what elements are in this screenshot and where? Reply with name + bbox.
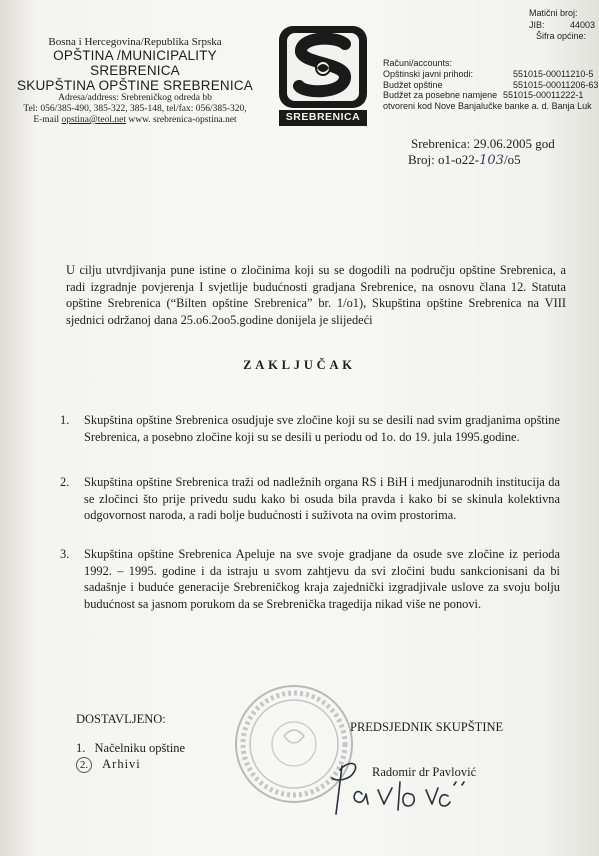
document-title: ZAKLJUČAK	[243, 358, 356, 372]
delivered-item	[76, 757, 141, 773]
jib-value: 44003	[570, 20, 596, 30]
document-number	[408, 152, 521, 168]
city-line: SREBRENICA	[90, 63, 180, 78]
item-text: Skupština opštine Srebrenica Apeluje na sve svoje gradjane da osude sve zločine iz perioda 1992. – 1995. godine i da istraju u svom zahtjevu da svi zločini budu sankcionisani da bi sadašnje i buduće generacije Srebreničkog kraja zajednički izgradjivale uslove za svoju bolju budućnost sa jasnom porukom da se Srebrenička tragedija nikad više ne ponovi.	[84, 547, 560, 612]
list-item	[60, 412, 560, 464]
bank-line: otvoreni kod Nove Banjalučke banke a. d. Banja Luk	[383, 101, 592, 112]
delivered-item	[76, 741, 185, 756]
item-number: 1.	[76, 741, 86, 755]
item-text: Skupština opštine Srebrenica traži od nadležnih organa RS i BiH i medjunarodnih institucija da se zločinci što prije privedu sudu kako bi osuda bila pravda i kako bi se skinula kolektivna odgovornost naroda, a radi bolje budućnosti i suživota na ovim prostorima.	[84, 475, 560, 523]
item-text: Skupština opštine Srebrenica osudjuje sve zločine koji su se desili nad svim gradjanima opštine Srebrenica, a posebno zločine koji su se desili u periodu od 1o. do 19. jula 1995.godine.	[84, 413, 560, 444]
list-item	[60, 546, 560, 616]
handwritten-number: 103	[479, 153, 504, 168]
list-item	[60, 474, 560, 544]
email-line	[0, 115, 270, 126]
bank-accounts	[383, 58, 599, 112]
account-label: Opštinski javni prihodi:	[383, 68, 474, 79]
item-text: Načelniku opštine	[94, 741, 186, 755]
address-line: Adresa/address: Srebreničkog odreda bb	[58, 93, 212, 103]
municipality-code-label: Šifra općine:	[536, 31, 587, 41]
municipality-line: OPŠTINA /MUNICIPALITY	[53, 48, 217, 63]
account-row	[383, 80, 599, 91]
handwritten-signature	[318, 752, 478, 822]
account-row	[383, 69, 599, 80]
account-label: Budžet opštine	[383, 79, 443, 90]
signatory-name: Radomir dr Pavlović	[372, 765, 477, 779]
registry-number-label: Matični broj:	[529, 8, 578, 18]
number-prefix: Broj: o1-o22-	[408, 152, 480, 167]
email-label: E-mail	[33, 115, 60, 125]
item-number: 2.	[60, 475, 70, 489]
accounts-label: Računi/accounts:	[383, 58, 453, 68]
delivered-label: DOSTAVLJENO:	[76, 712, 166, 726]
intro-paragraph: U cilju utvrdjivanja pune istine o zločinima koji su se dogodili na području opštine Srebrenica, a radi izgradnje povjerenja I svjetlije budućnosti gradjana Srebrenice, na osnovu člana 12. Statuta opštine Srebrenica (“Bilten opštine Srebrenica” br. 1/o1), Skupština opštine Srebrenica na VIII sjednici održanoj dana 25.o6.2oo5.godine donijela je slijedeći	[66, 263, 566, 327]
account-number: 551015-00011210-5	[513, 68, 594, 79]
document-date: Srebrenica: 29.06.2005 god	[411, 136, 555, 151]
jib-label: JIB:	[529, 20, 545, 30]
item-number: 1.	[60, 413, 70, 427]
phone-line: Tel: 056/385-490, 385-322, 385-148, tel/fax: 056/385-320,	[23, 104, 247, 114]
item-text: Arhivi	[102, 757, 141, 771]
assembly-line: SKUPŠTINA OPŠTINE SREBRENICA	[17, 78, 253, 93]
web-address: www. srebrenica-opstina.net	[128, 115, 237, 125]
item-number: 2.	[76, 757, 92, 773]
number-suffix: /o5	[503, 152, 521, 167]
account-label: Budžet za posebne namjene	[383, 90, 498, 101]
municipality-logo	[277, 24, 369, 128]
signature-icon	[318, 752, 478, 822]
country-line: Bosna i Hercegovina/Republika Srpska	[48, 36, 222, 48]
account-number: 551015-00011206-63	[513, 79, 599, 90]
item-number: 3.	[60, 547, 70, 561]
account-number: 551015-00011222-1	[503, 90, 584, 101]
email-link[interactable]: opstina@teol.net	[61, 115, 126, 125]
signatory-title: PREDSJEDNIK SKUPŠTINE	[350, 720, 504, 734]
issuer-header	[0, 36, 270, 126]
account-row	[383, 90, 599, 101]
logo-text: SREBRENICA	[285, 111, 361, 123]
